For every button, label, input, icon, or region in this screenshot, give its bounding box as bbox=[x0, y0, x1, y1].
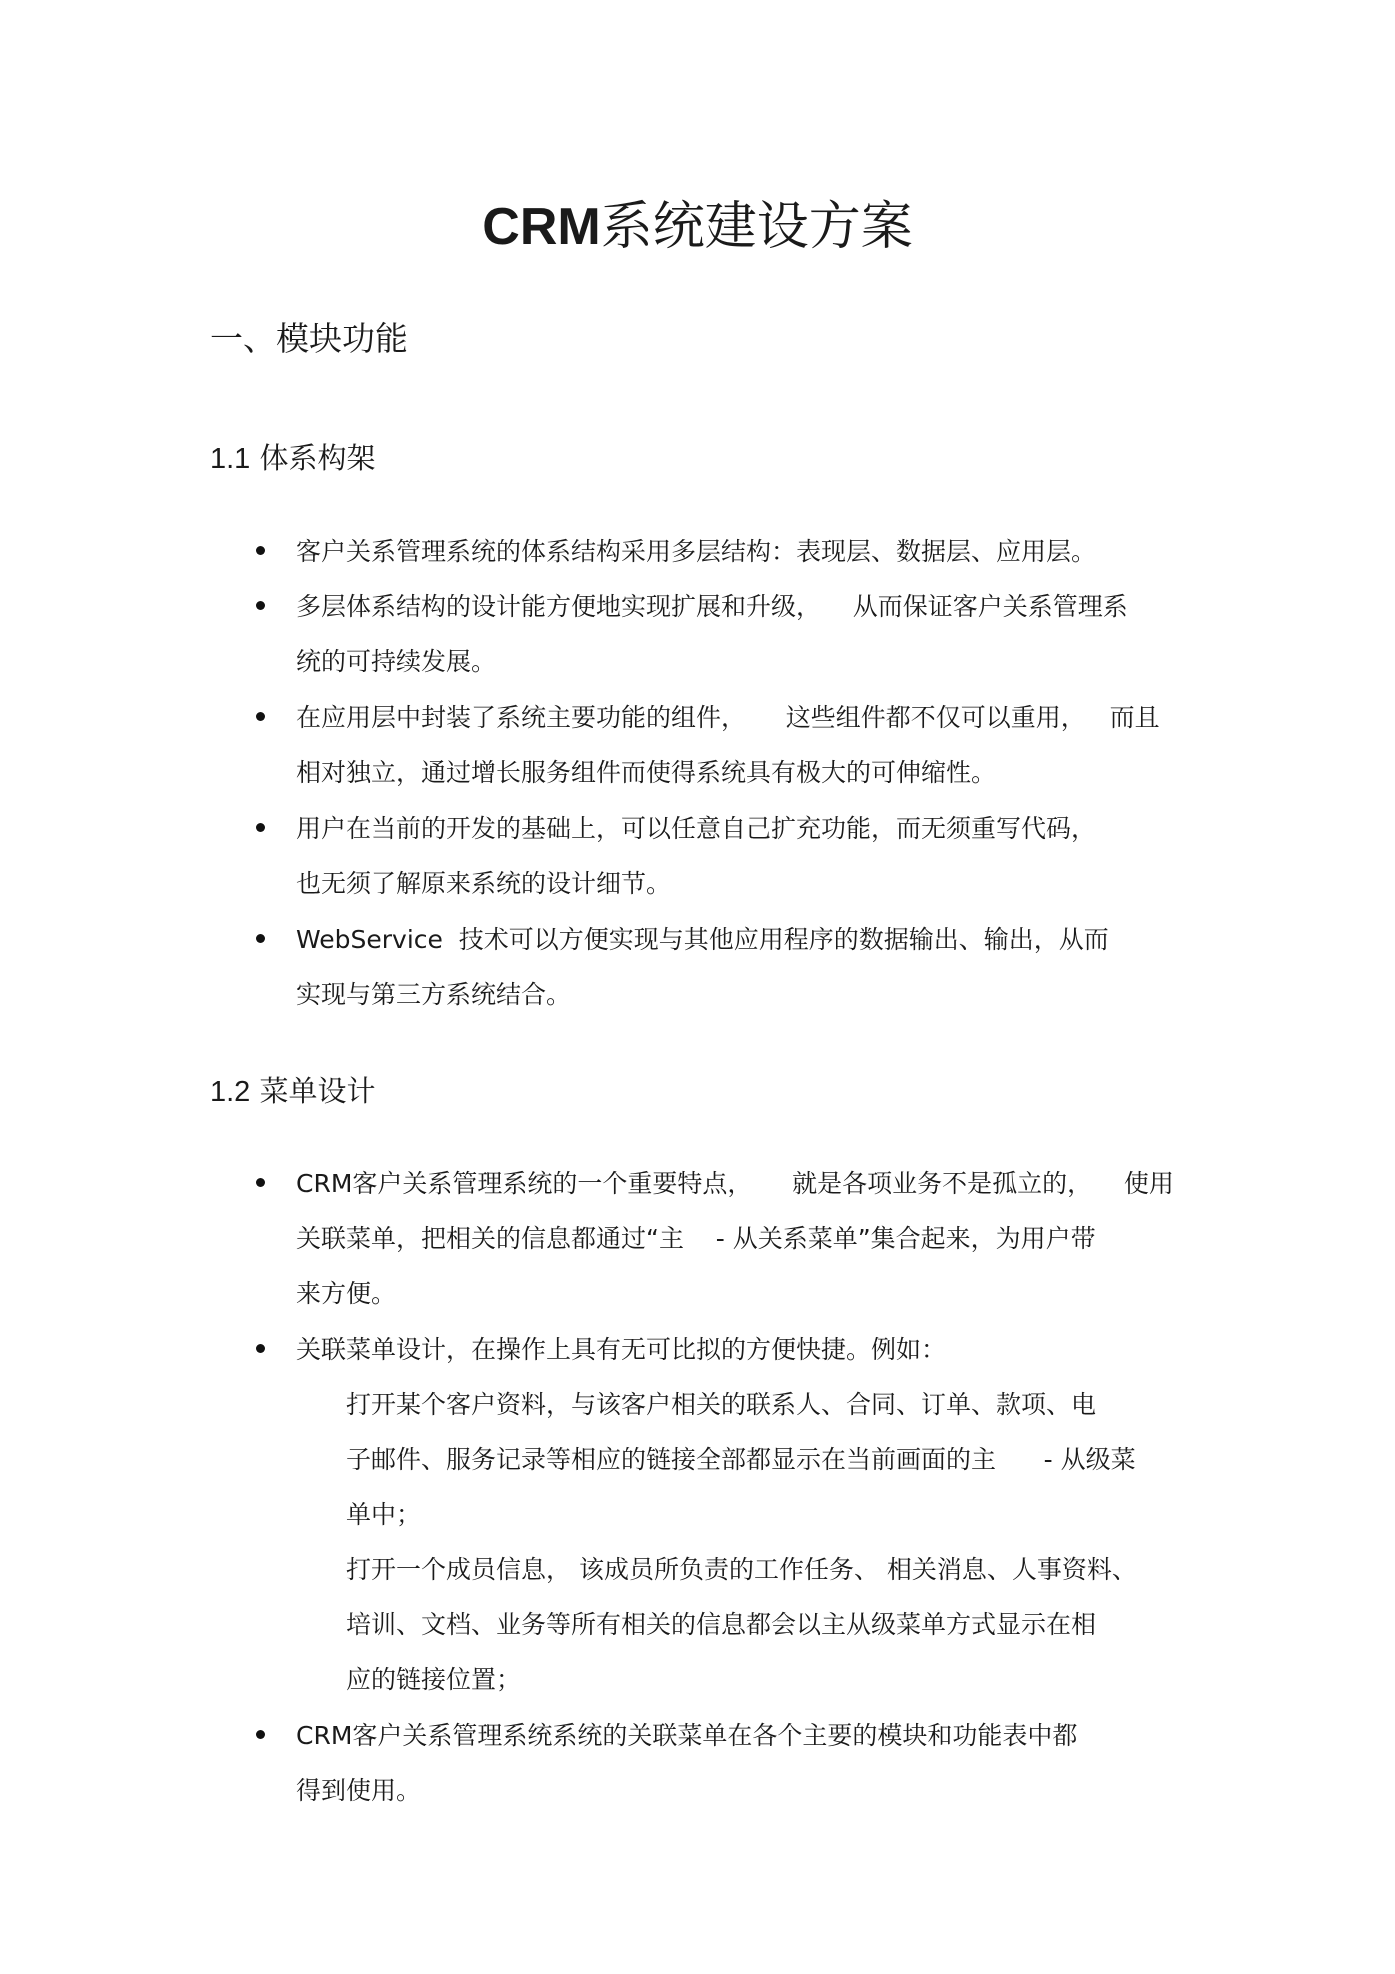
bullet-dot-icon bbox=[256, 601, 265, 610]
bullet-dot-icon bbox=[256, 1344, 265, 1353]
subsection-title: 菜单设计 bbox=[259, 1074, 376, 1108]
list-item-line: WebService 技术可以方便实现与其他应用程序的数据输出、输出，从而 bbox=[296, 925, 1109, 954]
list-item-line: 得到使用。 bbox=[296, 1776, 422, 1805]
document-title bbox=[0, 192, 1395, 262]
bullet-dot-icon bbox=[256, 823, 265, 832]
list-item-line: 关联菜单，把相关的信息都通过“主 - 从关系菜单”集合起来，为用户带 bbox=[296, 1224, 1096, 1253]
list-item-line: CRM客户关系管理系统系统的关联菜单在各个主要的模块和功能表中都 bbox=[296, 1721, 1078, 1750]
list-item-line: 来方便。 bbox=[296, 1279, 397, 1308]
subsection-title: 体系构架 bbox=[259, 441, 376, 475]
bullet-dot-icon bbox=[256, 712, 265, 721]
title-cjk: 系统建设方案 bbox=[600, 197, 913, 257]
list-item-line: 相对独立，通过增长服务组件而使得系统具有极大的可伸缩性。 bbox=[296, 758, 997, 787]
list-item-line: CRM客户关系管理系统的一个重要特点， 就是各项业务不是孤立的， 使用 bbox=[296, 1169, 1174, 1198]
list-item-line: 客户关系管理系统的体系结构采用多层结构：表现层、数据层、应用层。 bbox=[296, 537, 1097, 566]
title-latin: CRM bbox=[482, 198, 601, 256]
list-item-line: 统的可持续发展。 bbox=[296, 647, 497, 676]
list-sub-line: 应的链接位置； bbox=[346, 1665, 522, 1694]
list-item-line: 也无须了解原来系统的设计细节。 bbox=[296, 869, 672, 898]
bullet-dot-icon bbox=[256, 934, 265, 943]
list-sub-line: 打开一个成员信息， 该成员所负责的工作任务、 相关消息、人事资料、 bbox=[346, 1555, 1137, 1584]
list-sub-line: 打开某个客户资料，与该客户相关的联系人、合同、订单、款项、电 bbox=[346, 1390, 1097, 1419]
list-item-line: 实现与第三方系统结合。 bbox=[296, 980, 572, 1009]
list-sub-line: 培训、文档、业务等所有相关的信息都会以主从级菜单方式显示在相 bbox=[346, 1610, 1097, 1639]
list-item-line: 关联菜单设计，在操作上具有无可比拟的方便快捷。例如： bbox=[296, 1335, 947, 1364]
bullet-dot-icon bbox=[256, 1730, 265, 1739]
subsection-heading-1-2 bbox=[210, 1070, 376, 1113]
list-sub-line: 子邮件、服务记录等相应的链接全部都显示在当前画面的主 - 从级菜 bbox=[346, 1445, 1136, 1474]
subsection-number: 1.2 bbox=[210, 1076, 251, 1108]
list-sub-line: 单中； bbox=[346, 1500, 422, 1529]
bullet-dot-icon bbox=[256, 1178, 265, 1187]
section-heading: 一、模块功能 bbox=[210, 319, 408, 358]
list-item-line: 在应用层中封装了系统主要功能的组件， 这些组件都不仅可以重用， 而且 bbox=[296, 703, 1160, 732]
list-item-line: 用户在当前的开发的基础上，可以任意自己扩充功能，而无须重写代码， bbox=[296, 814, 1097, 843]
list-item-line: 多层体系结构的设计能方便地实现扩展和升级， 从而保证客户关系管理系 bbox=[296, 592, 1128, 621]
subsection-heading-1-1 bbox=[210, 437, 376, 480]
subsection-number: 1.1 bbox=[210, 443, 251, 475]
bullet-dot-icon bbox=[256, 546, 265, 555]
